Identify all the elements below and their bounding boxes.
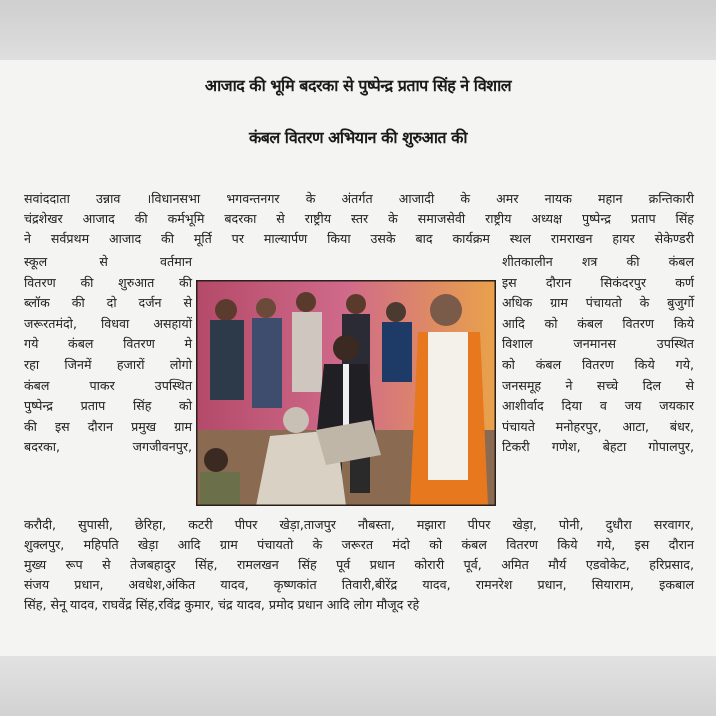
left-line: जरूरतमंदो, विधवा असहायों [24,315,192,331]
blurred-bottom-margin [0,656,716,716]
article-bottom-line-3: मुख्य रूप से तेजबहादुर सिंह, रामलखन सिंह पूर्व प्रधान कोरारी पूर्व, अमित मौर्य एडवोकेट, हरिप्रसाद, [24,557,694,572]
headline-line-2: कंबल वितरण अभियान की शुरुआत की [248,128,468,147]
left-line: रहा जिनमें हजारों लोगो [24,356,192,372]
right-line: जनसमूह ने सच्चे दिल से [502,377,694,393]
article-right-column [502,252,694,458]
article-bottom-line-4: संजय प्रधान, अवधेश,अंकित यादव, कृष्णकांत तिवारी,बीरेंद्र यादव, रामनरेश प्रधान, सियाराम, इकबाल [24,577,694,592]
left-line: स्कूल से वर्तमान [24,254,192,269]
article-top-line-3: ने सर्वप्रथम आजाद की मूर्ति पर माल्यार्पण किया उसके बाद कार्यक्रम स्थल रामराखन हायर सेकेण्डरी [24,231,694,246]
blurred-top-margin [0,0,716,60]
article-left-column [24,252,192,458]
right-line: विशाल जनमानस उपस्थित [502,336,694,352]
news-photo [196,280,496,506]
left-line: बदरका, जगजीवनपुर, [24,439,192,455]
right-line: आशीर्वाद दिया व जय जयकार [502,398,694,414]
headline-line-1: आजाद की भूमि बदरका से पुष्पेन्द्र प्रताप सिंह ने विशाल [204,76,512,95]
newspaper-clipping [0,60,716,656]
article-top-line-1: सवांददाता उन्नाव ।विधानसभा भगवन्तनगर के अंतर्गत आजादी के अमर नायक महान क्रन्तिकारी [24,191,694,206]
right-line: आदि को कंबल वितरण किये [502,315,694,331]
left-line: गये कंबल वितरण मे [24,336,192,352]
right-line: पंचायते मनोहरपुर, आटा, बंधर, [502,418,694,434]
left-line: कंबल पाकर उपस्थित [24,377,192,393]
left-line: ब्लॉक की दो दर्जन से [24,295,192,311]
right-line: टिकरी गणेश, बेहटा गोपालपुर, [502,439,694,455]
right-line: अधिक ग्राम पंचायतो के बुजुर्गो [502,295,694,311]
left-line: वितरण की शुरुआत की [24,274,192,290]
right-line: इस दौरान सिकंदरपुर कर्ण [502,274,694,290]
article-bottom-line-2: शुक्लपुर, महिपति खेड़ा आदि ग्राम पंचायतो के जरूरत मंदो को कंबल वितरण किये गये, इस दौरान [24,537,694,552]
right-line: शीतकालीन शत्र की कंबल [502,254,694,269]
right-line: को कंबल वितरण किये गये, [502,356,694,372]
article-bottom-line-1: करौदी, सुपासी, छेरिहा, कटरी पीपर खेड़ा,ताजपुर नौबस्ता, मझारा पीपर खेड़ा, पोनी, दुधौरा सरवागर, [24,517,694,532]
left-line: पुष्पेन्द्र प्रताप सिंह को [24,398,192,414]
photo-blanket-distribution-icon [196,280,496,506]
left-line: की इस दौरान प्रमुख ग्राम [24,418,192,434]
article-top-line-2: चंद्रशेखर आजाद की कर्मभूमि बदरका से राष्ट्रीय स्तर के समाजसेवी राष्ट्रीय अध्यक्ष पुष्पेन्द्र प्रताप सिंह [24,211,694,226]
article-bottom-line-5: सिंह, सेनू यादव, राघवेंद्र सिंह,रविंद्र कुमार, चंद्र यादव, प्रमोद प्रधान आदि लोग मौजूद रहे [24,597,420,612]
